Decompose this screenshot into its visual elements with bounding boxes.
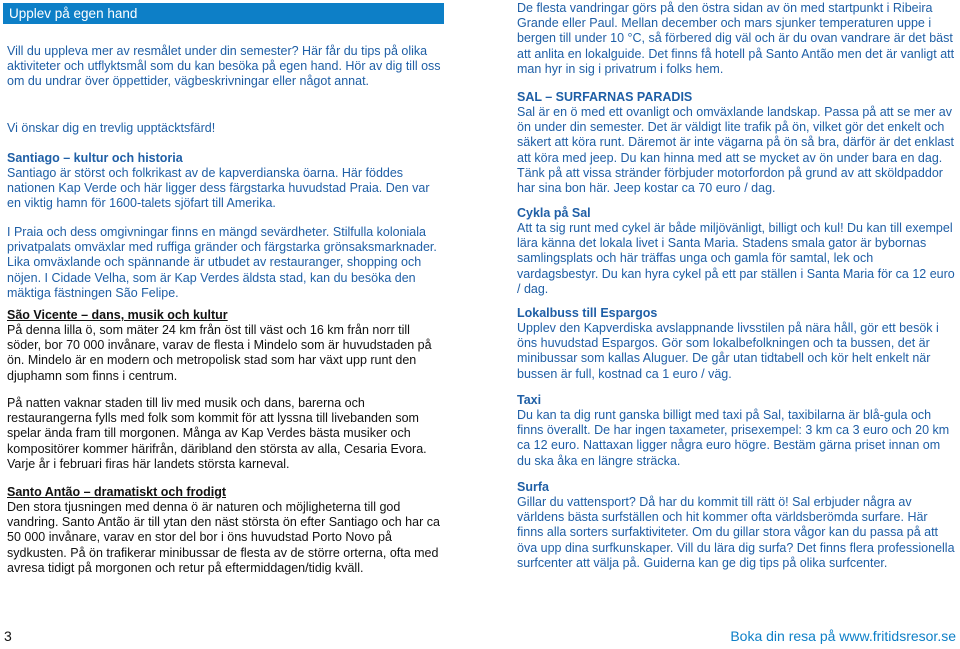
santoantao-heading: Santo Antão – dramatiskt och frodigt xyxy=(7,485,227,499)
intro-wish: Vi önskar dig en trevlig upptäcktsfärd! xyxy=(7,121,216,135)
sal-paragraph-1: Sal är en ö med ett ovanligt och omväxlande landskap. Passa på att se mer av ön under din semester. Det är väldigt lite trafik på ön, vilket gör det enkelt och säkert att köra runt. Däremot är inte vägarna på ön så bra, därför är det enklast att köra med jeep. Du kan hinna med att se mycket av ön under bara en dag. Tänk på att vissa stränder förbjuder motorfordon på grund av att sköldpaddor har sina bon här. Jeep kostar ca 70 euro / dag. xyxy=(517,105,955,196)
santoantao-continuation: De flesta vandringar görs på den östra sidan av ön med startpunkt i Ribeira Grande eller Paul. Mellan december och mars sjunker temperaturen uppe i bergen till under 10 °C, så förbered dig väl och är du ovan vandrare är det bäst att anlita en lokalguide. Det finns få hotell på Santo Antão men det är vanligt att man hyr in sig i privatrum i folks hem. xyxy=(517,1,955,76)
intro-text: Vill du uppleva mer av resmålet under din semester? Här får du tips på olika aktiviteter och utflyktsmål som du kan besöka på egen hand. Hör av dig till oss om du undrar över öppettider, vägbeskrivningar eller något annat. xyxy=(7,44,441,89)
taxi-heading: Taxi xyxy=(517,393,542,407)
sal-heading: SAL – SURFARNAS PARADIS xyxy=(517,90,693,104)
surfa-heading: Surfa xyxy=(517,480,549,494)
santoantao-paragraph-1: Den stora tjusningen med denna ö är naturen och möjligheterna till god vandring. Santo Antão är till ytan den näst största ön efter Santiago och har ca 50 000 invånare, varav en stor del bor i öns huvudstad Porto Novo på sydkusten. På ön trafikerar minibussar de flesta av de större orterna, ofta med avresa tidigt på morgonen och retur på eftermiddagen/tidig kväll. xyxy=(7,500,440,575)
saovicente-paragraph-2: På natten vaknar staden till liv med musik och dans, barerna och restaurangerna fylls med folk som kommit för att lyssna till livebanden som spelar ända fram till morgonen. Många av Kap Verdes bästa musiker och kompositörer kommer härifrån, däribland den största av alla, Cesaria Evora. Varje år i februari firas här landets största karneval. xyxy=(7,396,427,471)
santiago-p2-rest: Stilfulla koloniala privatpalats omväxlar med ruffiga gränder och färgstarka grönsaksmarknader. Lika omväxlande och spännande är utbudet av restauranger, shopping och nöjen. I Cidade Velha, som är Kap Verdes äldsta stad, kan du besöka den mäktiga fästningen São Felipe. xyxy=(7,225,437,300)
saovicente-heading: São Vicente – dans, musik och kultur xyxy=(7,308,228,322)
santiago-paragraph-1: Santiago är störst och folkrikast av de kapverdianska öarna. Här föddes nationen Kap Verde och här ligger dess färgstarka huvudstad Praia. Den var en viktig hamn för 1600-talets sjöfart till Amerika. xyxy=(7,166,430,211)
section-header xyxy=(3,3,444,24)
cykla-paragraph-1: Att ta sig runt med cykel är både miljövänligt, billigt och kul! Du kan till exempel lära känna det lokala livet i Santa Maria. Stadens smala gator är bybornas samlingsplats och här träffas unga och gamla för samtal, lek och vardagsbestyr. Du kan hyra cykel på ett par ställen i Santa Maria för ca 12 euro / dag. xyxy=(517,221,955,296)
section-title: Upplev på egen hand xyxy=(9,6,138,21)
surfa-paragraph-1: Gillar du vattensport? Då har du kommit till rätt ö! Sal erbjuder några av världens bästa surfställen och hit kommer ofta världsberömda surfare. Här finns alla sorters surfaktiviteter. Om du gillar stora vågor kan du passa på att öva upp dina surfkunskaper. Vill du lära dig surfa? Det finns flera professionella surfcenter att välja på. Guiderna kan ge dig tips på olika surfcenter. xyxy=(517,495,955,570)
santiago-heading: Santiago – kultur och historia xyxy=(7,151,183,165)
saovicente-paragraph-1: På denna lilla ö, som mäter 24 km från öst till väst och 16 km från norr till söder, bor 70 000 invånare, varav de flesta i Mindelo som är huvudstaden på ön. Mindelo är en modern och metropolisk stad som har växt upp runt den djuphamn som finns i centrum. xyxy=(7,323,432,383)
cykla-heading: Cykla på Sal xyxy=(517,206,591,220)
taxi-paragraph-1: Du kan ta dig runt ganska billigt med taxi på Sal, taxibilarna är blå-gula och finns överallt. De har ingen taxameter, prisexempel: 3 km ca 3 euro och 20 km ca 12 euro. Nattaxan ligger några euro högre. Bestäm gärna priset innan om du ska åka en längre sträcka. xyxy=(517,408,950,468)
santiago-paragraph-2 xyxy=(7,225,445,301)
buss-paragraph-1: Upplev den Kapverdiska avslappnande livsstilen på nära håll, gör ett besök i öns huvudstad Espargos. Gör som lokalbefolkningen och ta bussen, det är minibussar som kallas Aluguer. De går utan tidtabell och kör helt enkelt när bussen är full, kostnad ca 1 euro / väg. xyxy=(517,321,939,381)
page-number: 3 xyxy=(4,628,12,644)
santiago-p2-lead: I Praia och dess omgivningar finns en mängd sevärdheter. xyxy=(7,225,330,239)
buss-heading: Lokalbuss till Espargos xyxy=(517,306,658,320)
booking-link[interactable]: Boka din resa på www.fritidsresor.se xyxy=(730,628,956,644)
